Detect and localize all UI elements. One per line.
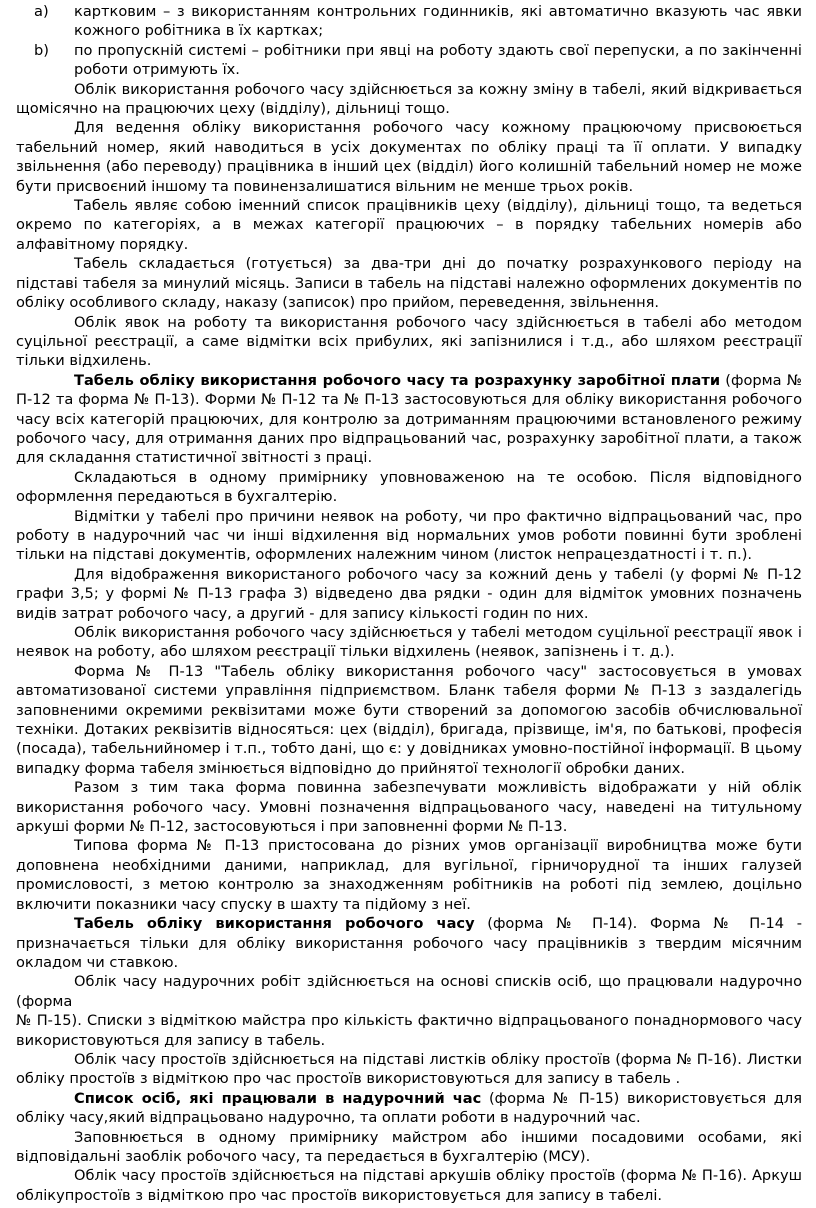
paragraph-absence-marks: Відмітки у табелі про причини неявок на роботу, чи про фактично відпрацьований час, про роботу в надурочний час чи інші відхилення від нормальних умов роботи повинні бути зроблені тільки на підставі документів, оформлених належним чином (листок непрацездатності і т. п.). xyxy=(16,507,802,564)
list-item xyxy=(16,41,802,80)
paragraph-form-p13-adaptation: Типова форма № П-13 пристосована до різних умов організації виробництва може бути доповнена необхідними даними, наприклад, для вугільної, гірничорудної та інших галузей промисловості, з метою контролю за знаходженням робітників на роботі під землею, доцільно включити показники часу спуску в шахту та підйому з неї. xyxy=(16,837,802,913)
paragraph-timesheet-preparation: Табель складається (готується) за два-три дні до початку розрахункового періоду на підставі табеля за минулий місяць. Записи в табель на підставі належно оформлених документів по обліку особливого складу, наказу (записок) про прийом, переведення, звільнення. xyxy=(16,255,802,312)
paragraph-timesheet-definition: Табель являє собою іменний список працівників цеху (відділу), дільниці тощо, та ведеться окремо по категоріях, а в межах категорії працюючих – в порядку табельних номерів або алфавітному порядку. xyxy=(16,197,802,253)
paragraph-downtime-sheets: Облік часу простоїв здійснюється на підставі листків обліку простоїв (форма № П-16). Листки обліку простоїв з відміткою про час простоїв використовуються для запису в табель . xyxy=(16,1050,802,1088)
paragraph-form-p16: Облік часу простоїв здійснюється на підставі аркушів обліку простоїв (форма № П-16). Аркуш облікупростоїв з відміткою про час простоїв використовується для запису в табелі. xyxy=(16,1167,802,1204)
list-item-text: картковим – з використанням контрольних годинників, які автоматично вказують час явки кожного робітника в їх картках; xyxy=(74,3,802,40)
heading-overtime-list: Список осіб, які працювали в надурочний час xyxy=(74,1089,482,1107)
list-marker: a) xyxy=(34,3,49,20)
paragraph-personnel-number: Для ведення обліку використання робочого часу кожному працюючому присвоюється табельний номер, який наводиться в усіх документах по обліку праці та її оплати. У випадку звільнення (або переводу) працівника в інший цех (відділ) його колишній табельний номер не може бути присвоєний іншому та повинензалишатися вільним не менше трьох років. xyxy=(16,119,802,195)
paragraph-form-p15: Список осіб, які працювали в надурочний час (форма № П-15) використовується для обліку часу,який відпрацьовано надурочно, та оплати роботи в надурочний час. xyxy=(16,1089,802,1127)
paragraph-form-p13-display: Разом з тим така форма повинна забезпечувати можливість відображати у ній облік використання робочого часу. Умовні позначення відпрацьованого часу, наведені на титульному аркуші форми № П-12, застосовуються і при заповненні форми № П-13. xyxy=(16,779,802,836)
paragraph-form-p14: Табель обліку використання робочого часу (форма № П-14). Форма № П-14 - призначається тільки для обліку використання робочого часу працівників з твердим місячним окладом чи ставкою. xyxy=(16,915,802,971)
heading-timesheet-p14: Табель обліку використання робочого часу xyxy=(74,915,475,933)
paragraph-overtime-lists: № П-15). Списки з відміткою майстра про кількість фактично відпрацьованого понаднормового часу використовуються для запису в табель. xyxy=(16,1012,802,1049)
list-marker: b) xyxy=(34,41,49,59)
paragraph-continuous-registration: Облік використання робочого часу здійснюється у табелі методом суцільної реєстрації явок і неявок на роботу, або шляхом реєстрації тільки відхилень (неявок, запізнень і т. д.). xyxy=(16,624,802,661)
paragraph-timesheet-accounting: Облік використання робочого часу здійснюється за кожну зміну в табелі, який відкривається щомісячно на працюючих цеху (відділу), дільниці тощо. xyxy=(16,80,802,118)
paragraph-attendance-methods: Облік явок на роботу та використання робочого часу здійснюється в табелі або методом суцільної реєстрації, а саме відмітки всіх прибулих, які запізнилися і т.д., або шляхом реєстрації тільки відхилень. xyxy=(16,313,802,370)
paragraph-form-p13-automation: Форма № П-13 "Табель обліку використання робочого часу" застосовується в умовах автоматизованої системи управління підприємством. Бланк табеля форми № П-13 з заздалегідь заповненими окремими реквізитами може бути створений за допомогою засобів обчислювальної техніки. Дотаких реквізитів відносяться: цех (відділ), бригада, прізвище, ім'я, по батькові, професія (посада), табельнийномер і т.п., тобто дані, що є: у довідниках умовно-постійної інформації. В цьому випадку форма табеля змінюється відповідно до прийнятої технології обробки даних. xyxy=(16,662,802,777)
paragraph-form-p15-filling: Заповнюється в одному примірнику майстром або іншими посадовими особами, які відповідальні заоблік робочого часу, та передається в бухгалтерію (МСУ). xyxy=(16,1128,802,1165)
paragraph-overtime-accounting: Облік часу надурочних робіт здійснюється на основі списків осіб, що працювали надурочно (форма xyxy=(16,973,802,1010)
heading-timesheet-p12-p13: Табель обліку використання робочого часу та розрахунку заробітної плати xyxy=(74,371,721,389)
paragraph-copies: Складаються в одному примірнику уповноваженою на те особою. Після відповідного оформлення передаються в бухгалтерію. xyxy=(16,468,802,506)
paragraph-forms-p12-p13: Табель обліку використання робочого часу та розрахунку заробітної плати (форма № П-12 та форма № П-13). Форми № П-12 та № П-13 застосовуються для обліку використання робочого часу всіх категорій працюючих, для контролю за дотриманням працюючими встановленого режиму робочого часу, для отримання даних про відпрацьований час, розрахунку заробітної плати, а також для складання статистичної звітності з праці. xyxy=(16,371,802,467)
list-item-text: по пропускній системі – робітники при явці на роботу здають свої перепуски, а по закінченні роботи отримують їх. xyxy=(74,41,802,79)
paragraph-daily-rows: Для відображення використаного робочого часу за кожний день у табелі (у формі № П-12 графи 3,5; у формі № П-13 графа 3) відведено два рядки - один для відміток умовних позначень видів затрат робочого часу, а другий - для запису кількості годин по них. xyxy=(16,565,802,622)
list-item xyxy=(16,2,802,41)
